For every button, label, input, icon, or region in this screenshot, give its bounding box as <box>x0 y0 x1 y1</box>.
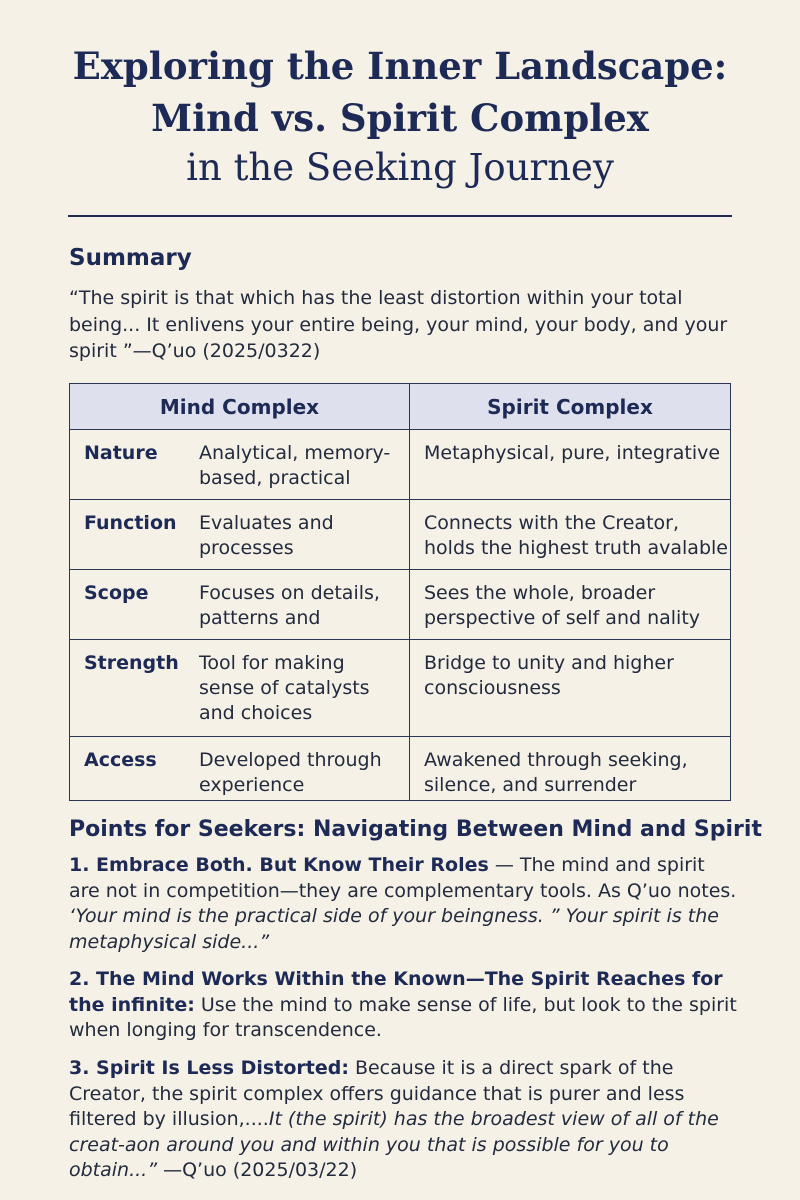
point-1-body: — The mind and spirit are not in competition—they are complementary tools. As Q’uo notes. <box>69 854 737 902</box>
table-header-row <box>70 384 731 430</box>
comparison-table <box>69 383 731 801</box>
mind-cell: Tool for making sense of catalysts and choices <box>198 640 410 737</box>
point-3-body: Because it is a direct spark of the Creator, the spirit complex offers guidance that is purer and less filtered by illusion,.... <box>69 1057 685 1130</box>
title-divider <box>68 215 732 217</box>
title-line-1: Exploring the Inner Landscape: <box>72 44 728 88</box>
summary-heading: Summary <box>69 245 192 271</box>
mind-cell: Developed through experience <box>198 737 410 801</box>
spirit-cell: Connects with the Creator, holds the highest truth avalable <box>410 500 731 570</box>
point-1-quote: ‘Your mind is the practical side of your beingness. ” Your spirit is the metaphysical side...” <box>69 905 719 953</box>
mind-cell: Focuses on details, patterns and <box>198 570 410 640</box>
header-spirit-complex: Spirit Complex <box>410 384 731 430</box>
table-row <box>70 737 731 801</box>
table-row <box>70 640 731 737</box>
point-1-title: 1. Embrace Both. But Know Their Roles <box>69 854 489 876</box>
point-2-title: 2. The Mind Works Within the Known—The Spirit Reaches for the infinite: <box>69 968 723 1016</box>
row-label: Scope <box>70 570 199 640</box>
point-3-quote: It (the spirit) has the broadest view of all of the creat-aon around you and within you that is possible for you to obtain...” <box>69 1108 719 1181</box>
table-row <box>70 430 731 500</box>
point-2 <box>69 967 739 1044</box>
spirit-cell: Awakened through seeking, silence, and surrender <box>410 737 731 801</box>
mind-cell: Evaluates and processes <box>198 500 410 570</box>
point-3 <box>69 1056 739 1184</box>
mind-cell: Analytical, memory-based, practical <box>198 430 410 500</box>
header-mind-complex: Mind Complex <box>70 384 410 430</box>
point-1 <box>69 853 739 955</box>
summary-quote: “The spirit is that which has the least distortion within your total being... It enlivens your entire being, your mind, your body, and your spirit ”—Q’uo (2025/0322) <box>69 287 728 362</box>
title-line-3: in the Seeking Journey <box>186 146 614 189</box>
row-label: Strength <box>70 640 199 737</box>
row-label: Function <box>70 500 199 570</box>
point-3-title: 3. Spirit Is Less Distorted: <box>69 1057 349 1079</box>
row-label: Access <box>70 737 199 801</box>
spirit-cell: Metaphysical, pure, integrative <box>410 430 731 500</box>
table-row <box>70 500 731 570</box>
point-2-body: Use the mind to make sense of life, but look to the spirit when longing for transcendence. <box>69 993 737 1041</box>
title-line-2: Mind vs. Spirit Complex <box>151 96 649 140</box>
row-label: Nature <box>70 430 199 500</box>
table-row <box>70 570 731 640</box>
spirit-cell: Sees the whole, broader perspective of self and nality <box>410 570 731 640</box>
points-heading: Points for Seekers: Navigating Between Mind and Spirit <box>69 817 762 842</box>
point-3-citation: —Q’uo (2025/03/22) <box>157 1159 358 1181</box>
spirit-cell: Bridge to unity and higher consciousness <box>410 640 731 737</box>
